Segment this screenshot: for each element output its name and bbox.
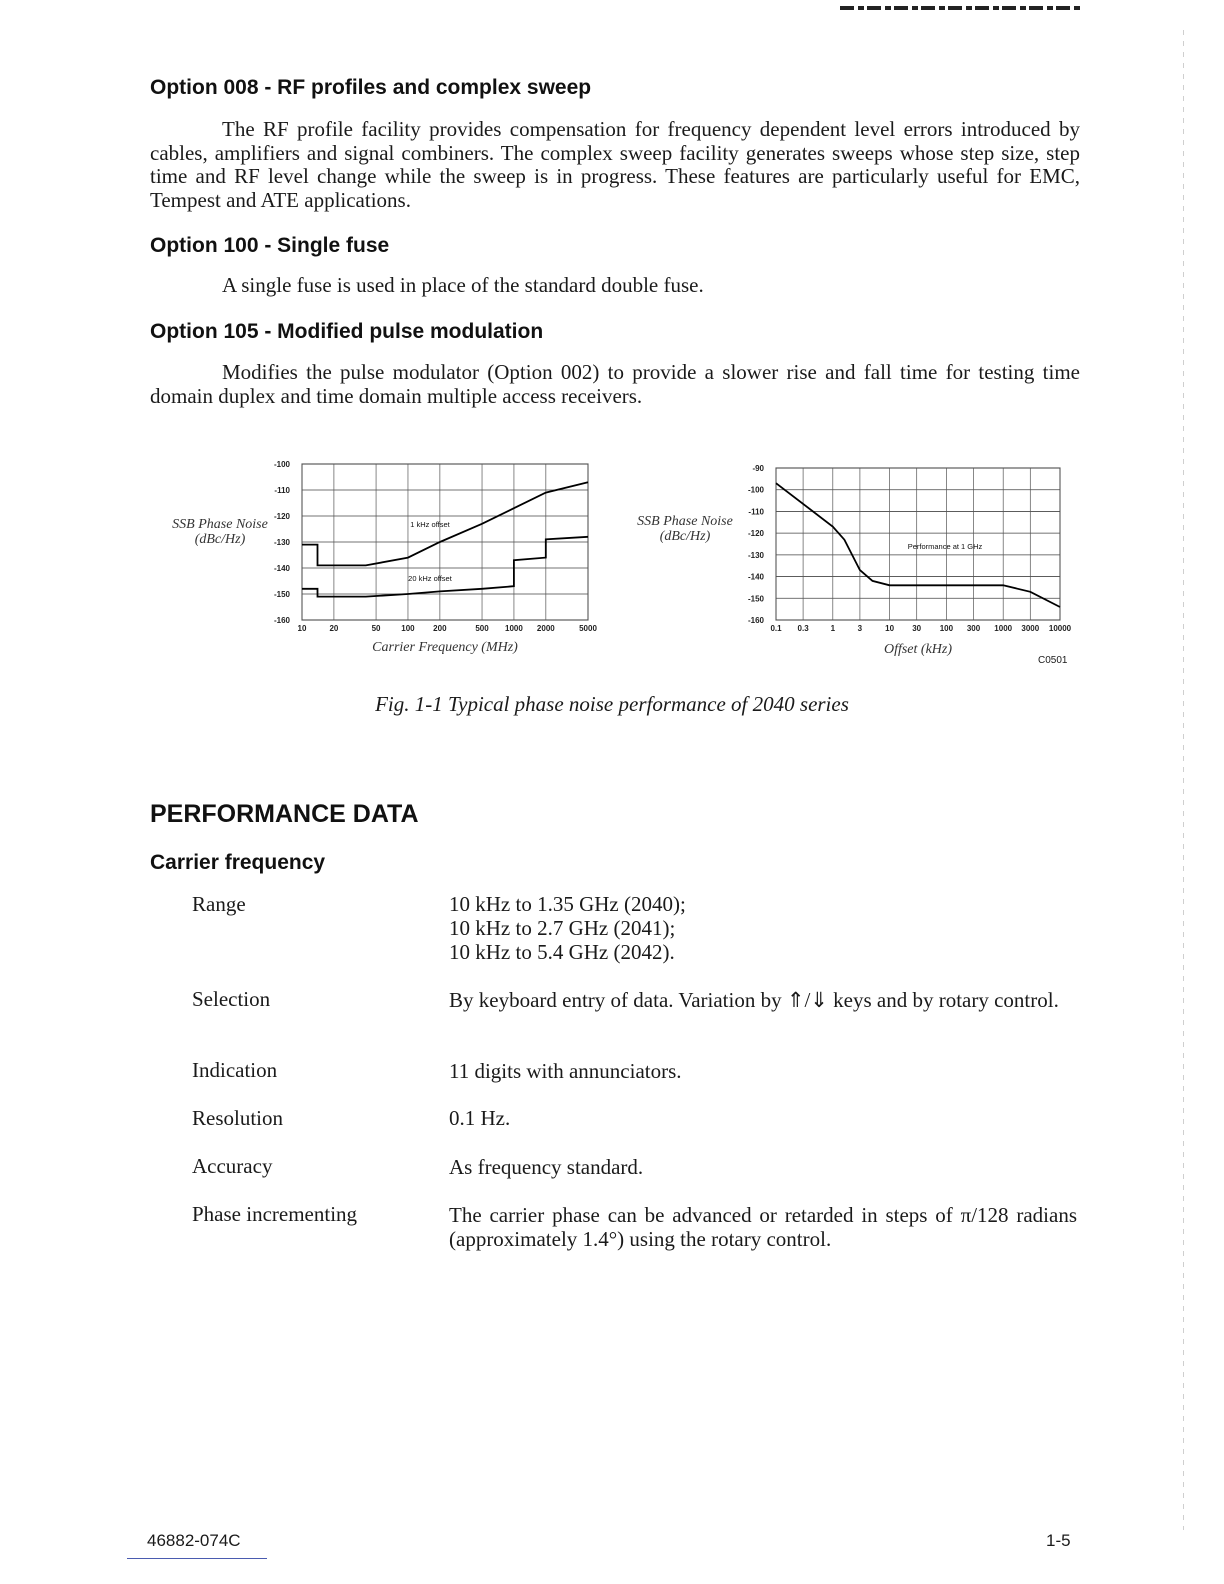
series-line-1 — [302, 537, 588, 597]
spec-label-accuracy: Accuracy — [192, 1154, 273, 1178]
x-tick-label: 100 — [401, 624, 415, 633]
y-tick-label: -130 — [273, 538, 290, 547]
spec-label-selection: Selection — [192, 987, 271, 1011]
spec-value-selection: By keyboard entry of data. Variation by ⇑/⇓ keys and by rotary control. — [449, 988, 1059, 1012]
x-tick-label: 0.3 — [797, 624, 809, 633]
y-tick-label: -130 — [747, 550, 764, 560]
x-tick-label: 30 — [912, 624, 922, 633]
spec-value-resolution: 0.1 Hz. — [449, 1106, 511, 1130]
page-number: 1-5 — [1046, 1531, 1071, 1550]
x-tick-label: 50 — [371, 624, 381, 633]
y-tick-label: -140 — [747, 572, 764, 582]
x-tick-label: 0.1 — [770, 624, 782, 633]
option-100-heading: Option 100 - Single fuse — [150, 234, 390, 257]
x-tick-label: 2000 — [536, 624, 555, 633]
spec-value-range: 10 kHz to 1.35 GHz (2040); 10 kHz to 2.7 GHz (2041); 10 kHz to 5.4 GHz (2042). — [449, 892, 686, 964]
spec-label-indication: Indication — [192, 1058, 278, 1082]
option-100-text: A single fuse is used in place of the standard double fuse. — [222, 273, 704, 297]
spec-value-indication: 11 digits with annunciators. — [449, 1059, 682, 1083]
y-tick-label: -100 — [747, 485, 764, 495]
option-105-text: Modifies the pulse modulator (Option 002) to provide a slower rise and fall time for testing time domain duplex and time domain multiple access receivers. — [150, 360, 1080, 408]
y-tick-label: -100 — [273, 460, 290, 469]
chart-carrier-frequency — [255, 452, 615, 662]
chart2-xlabel: Offset (kHz) — [883, 642, 953, 657]
y-tick-label: -150 — [747, 594, 764, 604]
document-number: 46882-074C — [147, 1531, 241, 1550]
x-tick-label: 10 — [885, 624, 895, 633]
carrier-frequency-heading: Carrier frequency — [150, 851, 326, 874]
y-tick-label: -120 — [273, 512, 290, 521]
x-tick-label: 500 — [475, 624, 489, 633]
x-tick-label: 1000 — [505, 624, 523, 633]
chart2-ylabel: SSB Phase Noise (dBc/Hz) — [637, 514, 733, 544]
chart1-xlabel: Carrier Frequency (MHz) — [372, 640, 518, 655]
option-008-text: The RF profile facility provides compensation for frequency dependent level errors introduced by cables, amplifiers and signal combiners. The complex sweep facility generates sweeps whose step size, step time and RF level change while the sweep is in progress. These features are particularly useful for EMC, Tempest and ATE applications. — [150, 117, 1080, 212]
margin-rule — [1183, 30, 1184, 1530]
spec-value-phase-incrementing: The carrier phase can be advanced or retarded in steps of π/128 radians (approximately 1.4°) using the rotary control. — [449, 1203, 1077, 1251]
x-tick-label: 200 — [433, 624, 447, 633]
y-tick-label: -120 — [747, 529, 764, 539]
option-008-heading: Option 008 - RF profiles and complex sweep — [150, 76, 592, 99]
y-tick-label: -140 — [273, 564, 290, 573]
x-tick-label: 1 — [830, 624, 836, 633]
x-tick-label: 10 — [297, 624, 307, 633]
option-105-heading: Option 105 - Modified pulse modulation — [150, 320, 544, 343]
x-tick-label: 20 — [329, 624, 339, 633]
spec-value-accuracy: As frequency standard. — [449, 1155, 644, 1179]
y-tick-label: -110 — [274, 486, 290, 495]
x-tick-label: 1000 — [994, 624, 1013, 633]
header-rule — [840, 6, 1080, 10]
chart-offset — [725, 456, 1085, 666]
y-tick-label: -160 — [273, 616, 290, 625]
spec-label-phase-incrementing: Phase incrementing — [192, 1202, 358, 1226]
y-tick-label: -110 — [748, 507, 764, 517]
footer-rule — [127, 1558, 267, 1559]
x-tick-label: 5000 — [579, 624, 597, 633]
y-tick-label: -150 — [273, 590, 290, 599]
series-annotation: 20 kHz offset — [408, 574, 452, 583]
x-tick-label: 100 — [939, 624, 954, 633]
figure-caption: Fig. 1-1 Typical phase noise performance of 2040 series — [375, 692, 849, 716]
chart1-ylabel: SSB Phase Noise (dBc/Hz) — [172, 517, 268, 547]
series-annotation: 1 kHz offset — [410, 520, 450, 529]
spec-label-range: Range — [192, 892, 246, 916]
x-tick-label: 3 — [857, 624, 863, 633]
x-tick-label: 3000 — [1021, 624, 1040, 633]
series-annotation: Performance at 1 GHz — [907, 542, 983, 551]
x-tick-label: 300 — [966, 624, 981, 633]
y-tick-label: -160 — [747, 616, 764, 625]
y-tick-label: -90 — [752, 464, 764, 473]
x-tick-label: 10000 — [1048, 624, 1072, 633]
performance-title: PERFORMANCE DATA — [150, 800, 419, 828]
figure-code: C0501 — [1038, 655, 1068, 666]
spec-label-resolution: Resolution — [192, 1106, 284, 1130]
